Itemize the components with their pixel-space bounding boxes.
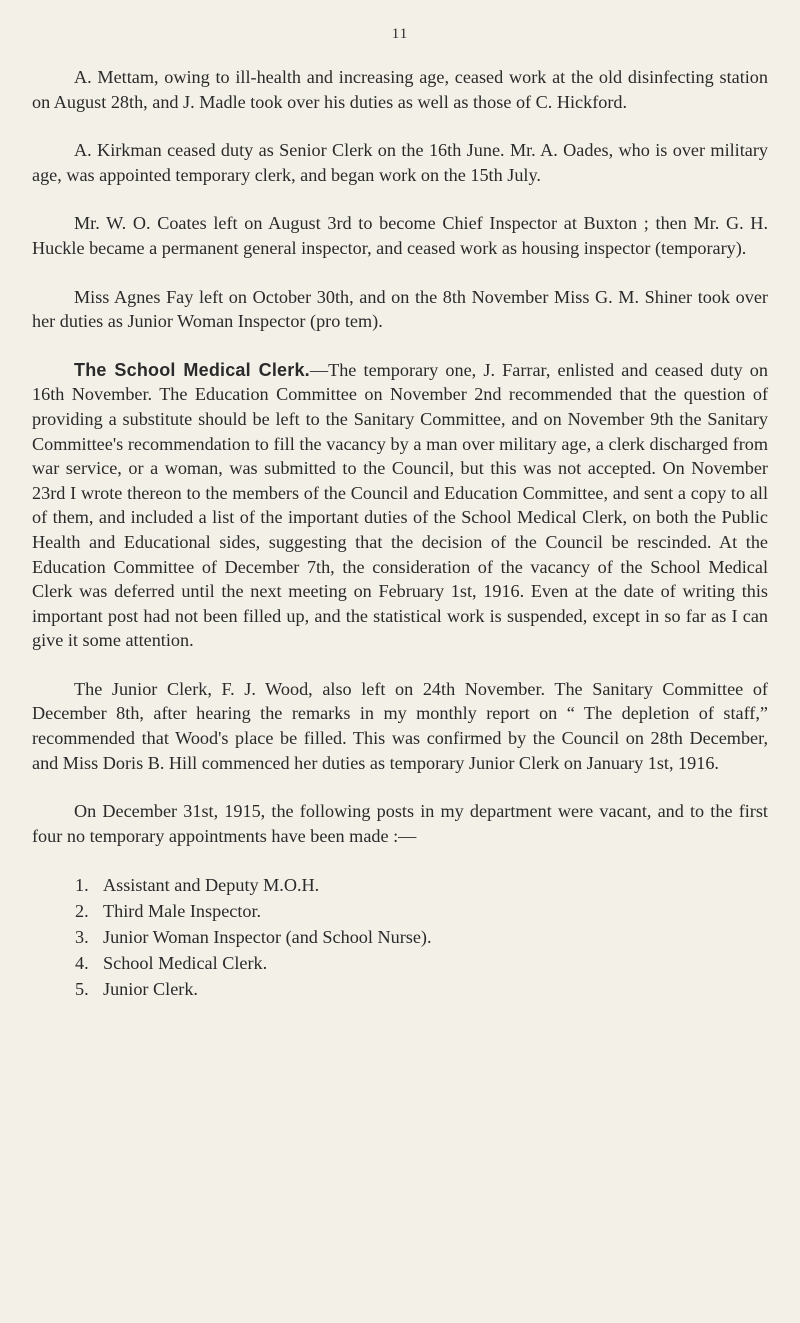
paragraph-vacancies-intro: On December 31st, 1915, the following posts in my department were vacant, and to the first four no temporary appointments have been made :— xyxy=(32,801,768,846)
list-item-text: Junior Clerk. xyxy=(103,979,198,1000)
list-item-text: Third Male Inspector. xyxy=(103,901,262,922)
list-item xyxy=(75,898,768,924)
list-item xyxy=(75,924,768,950)
list-item-number: 2. xyxy=(75,901,89,922)
list-item-number: 1. xyxy=(75,875,89,896)
list-item-text: Junior Woman Inspector (and School Nurse). xyxy=(103,927,432,948)
list-item-number: 3. xyxy=(75,927,89,948)
list-item-text: School Medical Clerk. xyxy=(103,953,268,974)
list-item-number: 4. xyxy=(75,953,89,974)
vacancy-list xyxy=(32,872,768,1002)
section-heading-school-medical-clerk: The School Medical Clerk. xyxy=(74,359,310,380)
list-item xyxy=(75,950,768,976)
paragraph-coates: Mr. W. O. Coates left on August 3rd to become Chief Inspector at Buxton ; then Mr. G. H. Huckle became a permanent general inspector, and ceased work as housing inspector (temporary). xyxy=(32,213,768,258)
paragraph-kirkman: A. Kirkman ceased duty as Senior Clerk on the 16th June. Mr. A. Oades, who is over military age, was appointed temporary clerk, and began work on the 15th July. xyxy=(32,140,768,185)
page-number: 11 xyxy=(391,26,409,42)
paragraph-fay: Miss Agnes Fay left on October 30th, and on the 8th November Miss G. M. Shiner took over her duties as Junior Woman Inspector (pro tem). xyxy=(32,286,768,332)
paragraph-junior-clerk: The Junior Clerk, F. J. Wood, also left on 24th November. The Sanitary Committee of December 8th, after hearing the remarks in my monthly report on “ The depletion of staff,” recommended that Wood's place be filled. This was confirmed by the Council on 28th December, and Miss Doris B. Hill commenced her duties as temporary Junior Clerk on January 1st, 1916. xyxy=(32,678,768,773)
paragraph-school-medical-clerk xyxy=(32,358,768,653)
list-item xyxy=(75,976,768,1002)
paragraph-mettam: A. Mettam, owing to ill-health and increasing age, ceased work at the old disinfecting station on August 28th, and J. Madle took over his duties as well as those of C. Hickford. xyxy=(32,67,768,112)
list-item-number: 5. xyxy=(75,979,89,1000)
list-item-text: Assistant and Deputy M.O.H. xyxy=(103,875,320,896)
list-item xyxy=(75,872,768,898)
school-medical-clerk-text: —The temporary one, J. Farrar, enlisted and ceased duty on 16th November. The Education Committee on November 2nd recommended that the question of providing a substitute should be left to the Sanitary Committee, and on November 9th the Sanitary Committee's recommendation to fill the vacancy by a man over military age, a clerk discharged from war service, or a woman, was submitted to the Council, but this was not accepted. On November 23rd I wrote thereon to the members of the Council and Education Committee, and sent a copy to all of them, and included a list of the important duties of the School Medical Clerk, on both the Public Health and Educational sides, suggesting that the decision of the Council be rescinded. At the Education Committee of December 7th, the consideration of the vacancy of the School Medical Clerk was deferred until the next meeting on February 1st, 1916. Even at the date of writing this important post had not been filled up, and the statistical work is suspended, except in so far as I can give it some attention. xyxy=(32,359,768,651)
